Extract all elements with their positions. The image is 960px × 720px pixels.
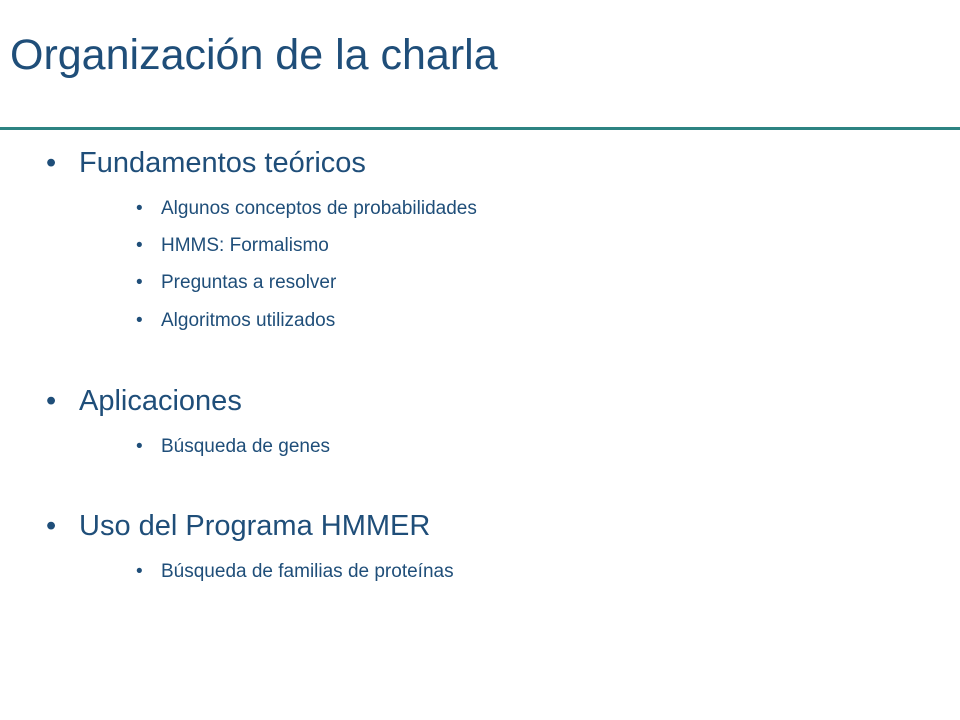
list-item [136, 272, 336, 294]
section-label: Fundamentos teóricos [79, 147, 366, 179]
section-hmmer [46, 510, 430, 543]
bullet-icon: • [136, 436, 143, 457]
list-item-label: Búsqueda de familias de proteínas [161, 561, 454, 582]
bullet-icon: • [136, 310, 143, 331]
list-item [136, 198, 477, 220]
list-item-label: Algoritmos utilizados [161, 310, 336, 331]
bullet-icon: • [46, 510, 57, 542]
list-item-label: Algunos conceptos de probabilidades [161, 198, 477, 219]
bullet-icon: • [136, 561, 143, 582]
bullet-icon: • [46, 147, 57, 179]
list-item [136, 235, 329, 257]
bullet-icon: • [46, 385, 57, 417]
bullet-icon: • [136, 272, 143, 293]
slide-title: Organización de la charla [10, 31, 498, 79]
bullet-icon: • [136, 235, 143, 256]
list-item-label: Búsqueda de genes [161, 436, 331, 457]
section-aplicaciones [46, 385, 242, 418]
list-item-label: HMMS: Formalismo [161, 235, 329, 256]
list-item-label: Preguntas a resolver [161, 272, 337, 293]
section-fundamentos [46, 147, 366, 180]
bullet-icon: • [136, 198, 143, 219]
list-item [136, 310, 335, 332]
list-item [136, 561, 454, 583]
section-label: Uso del Programa HMMER [79, 510, 431, 542]
section-label: Aplicaciones [79, 385, 242, 417]
list-item [136, 436, 330, 458]
